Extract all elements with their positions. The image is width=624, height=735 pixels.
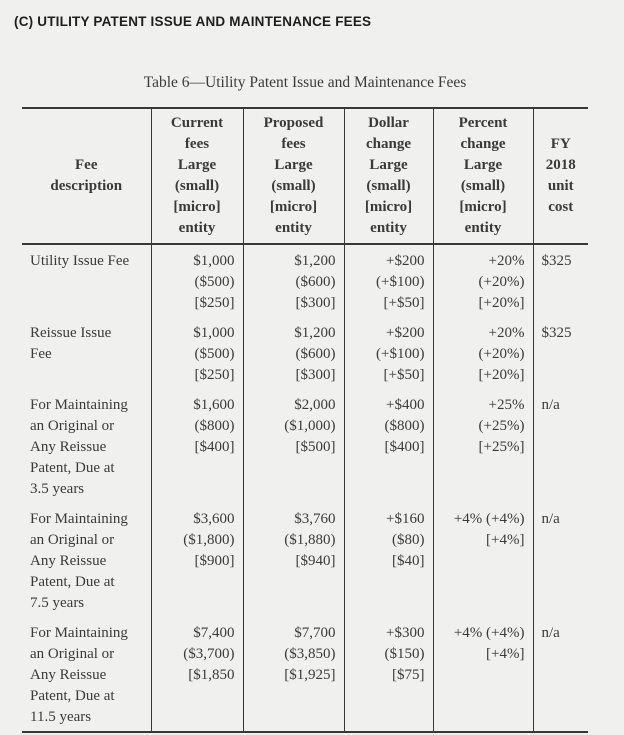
cell-line: [$75] — [392, 667, 425, 683]
cell-line: ($80) — [392, 532, 425, 548]
cell-line: entity — [275, 220, 312, 236]
cell-current-fees — [151, 617, 243, 732]
cell-line: For Maintaining — [30, 397, 128, 413]
cell-line: $3,600 — [193, 511, 235, 527]
cell-line: entity — [370, 220, 407, 236]
cell-current-fees — [151, 244, 243, 317]
cell-current-fees — [151, 503, 243, 617]
cell-line: Dollar — [368, 115, 409, 131]
cell-line: For Maintaining — [30, 511, 128, 527]
cell-percent-change — [433, 617, 533, 732]
cell-line: ($600) — [295, 346, 336, 362]
cell-percent-change — [433, 244, 533, 317]
cell-line: FY — [550, 136, 571, 152]
cell-line: [$940] — [295, 553, 336, 569]
cell-unit-cost — [533, 617, 588, 732]
cell-line: [+20%] — [478, 367, 525, 383]
cell-line: Proposed — [263, 115, 324, 131]
cell-current-fees — [151, 389, 243, 503]
cell-line: [+$50] — [383, 295, 425, 311]
cell-line: 3.5 years — [30, 481, 85, 497]
header-dollar-change — [344, 108, 433, 244]
cell-line: $1,000 — [193, 253, 235, 269]
cell-line: an Original or — [30, 646, 115, 662]
cell-line: Large — [274, 157, 313, 173]
cell-line: ($500) — [194, 274, 235, 290]
cell-line: $2,000 — [294, 397, 336, 413]
cell-proposed-fees — [243, 503, 344, 617]
cell-proposed-fees — [243, 244, 344, 317]
cell-line: n/a — [541, 625, 560, 641]
cell-line: ($150) — [384, 646, 425, 662]
cell-line: (small) — [271, 178, 316, 194]
cell-line: (+20%) — [478, 274, 525, 290]
cell-unit-cost — [533, 503, 588, 617]
cell-proposed-fees — [243, 617, 344, 732]
cell-line: Large — [177, 157, 217, 173]
cell-line: [micro] — [173, 199, 221, 215]
fees-table-body — [22, 244, 588, 732]
header-current-fees — [151, 108, 243, 244]
cell-line: $1,200 — [294, 325, 336, 341]
table-row — [22, 617, 588, 732]
cell-line: ($1,800) — [183, 532, 235, 548]
cell-unit-cost — [533, 317, 588, 389]
cell-line: (+$100) — [376, 346, 425, 362]
cell-dollar-change — [344, 503, 433, 617]
cell-percent-change — [433, 503, 533, 617]
cell-line: [$40] — [392, 553, 425, 569]
cell-line: [+4%] — [486, 646, 525, 662]
cell-line: [+25%] — [478, 439, 525, 455]
cell-fee-description — [22, 617, 151, 732]
header-proposed-fees — [243, 108, 344, 244]
cell-line: Any Reissue — [30, 439, 107, 455]
cell-line: [+20%] — [478, 295, 525, 311]
cell-line: $1,600 — [193, 397, 235, 413]
cell-fee-description — [22, 389, 151, 503]
cell-line: unit — [547, 178, 574, 194]
table-row — [22, 389, 588, 503]
table-row — [22, 317, 588, 389]
cell-line: (+25%) — [478, 418, 525, 434]
cell-line: Patent, Due at — [30, 688, 115, 704]
section-heading: (C) UTILITY PATENT ISSUE AND MAINTENANCE FEES — [14, 14, 372, 29]
cell-line: (small) — [174, 178, 220, 194]
header-unit-cost — [533, 108, 588, 244]
cell-line: Patent, Due at — [30, 460, 115, 476]
cell-line: an Original or — [30, 532, 115, 548]
cell-line: change — [460, 136, 506, 152]
cell-line: +20% — [488, 325, 525, 341]
header-row — [22, 108, 588, 244]
cell-line: n/a — [541, 397, 560, 413]
cell-line: Utility Issue Fee — [30, 253, 130, 269]
cell-line: Large — [369, 157, 408, 173]
table-caption: Table 6—Utility Patent Issue and Maintenance Fees — [143, 74, 467, 91]
cell-line: $325 — [541, 253, 572, 269]
cell-line: 2018 — [545, 157, 576, 173]
cell-current-fees — [151, 317, 243, 389]
table-row — [22, 503, 588, 617]
cell-fee-description — [22, 244, 151, 317]
cell-line: ($3,850) — [284, 646, 336, 662]
cell-line: [micro] — [269, 199, 318, 215]
cell-line: $3,760 — [294, 511, 336, 527]
cell-dollar-change — [344, 389, 433, 503]
cell-line: Any Reissue — [30, 553, 107, 569]
cell-line: an Original or — [30, 418, 115, 434]
cell-line: +$400 — [386, 397, 425, 413]
cell-line: [$250] — [194, 295, 235, 311]
cell-line: [$400] — [384, 439, 425, 455]
cell-line: +4% (+4%) — [453, 511, 525, 527]
cell-unit-cost — [533, 244, 588, 317]
cell-line: +25% — [488, 397, 525, 413]
cell-line: [$1,925] — [284, 667, 336, 683]
cell-line: 11.5 years — [30, 709, 92, 725]
cell-line: Percent — [458, 115, 508, 131]
cell-line: [$500] — [295, 439, 336, 455]
cell-dollar-change — [344, 617, 433, 732]
cell-percent-change — [433, 389, 533, 503]
cell-proposed-fees — [243, 317, 344, 389]
cell-line: [$300] — [295, 295, 336, 311]
cell-line: n/a — [541, 511, 560, 527]
cell-line: [$300] — [295, 367, 336, 383]
cell-line: $1,200 — [294, 253, 336, 269]
fees-table — [22, 107, 588, 733]
cell-line: +20% — [488, 253, 525, 269]
cell-line: fees — [184, 136, 210, 152]
cell-line: Any Reissue — [30, 667, 107, 683]
cell-line: change — [366, 136, 411, 152]
cell-fee-description — [22, 503, 151, 617]
cell-line: [$1,850 — [188, 667, 235, 683]
cell-line: ($500) — [194, 346, 235, 362]
cell-line: $7,400 — [193, 625, 235, 641]
cell-line: $7,700 — [294, 625, 336, 641]
cell-line: [+$50] — [383, 367, 425, 383]
cell-line: fees — [281, 136, 306, 152]
cell-line: entity — [464, 220, 502, 236]
cell-line: ($1,000) — [284, 418, 336, 434]
cell-line: [$400] — [194, 439, 235, 455]
cell-line: [micro] — [364, 199, 413, 215]
cell-line: (small) — [366, 178, 411, 194]
cell-line: $325 — [541, 325, 572, 341]
cell-line: [$250] — [194, 367, 235, 383]
cell-line: [$900] — [194, 553, 235, 569]
table-row — [22, 244, 588, 317]
cell-line: entity — [178, 220, 216, 236]
cell-unit-cost — [533, 389, 588, 503]
cell-line: ($800) — [384, 418, 425, 434]
cell-dollar-change — [344, 317, 433, 389]
cell-line: Reissue Issue — [30, 325, 112, 341]
cell-line: +$160 — [386, 511, 425, 527]
cell-proposed-fees — [243, 389, 344, 503]
cell-line: ($600) — [295, 274, 336, 290]
cell-line: Fee — [75, 157, 98, 173]
cell-line: [micro] — [459, 199, 507, 215]
cell-line: Large — [463, 157, 503, 173]
cell-line: For Maintaining — [30, 625, 128, 641]
cell-line: +4% (+4%) — [453, 625, 525, 641]
cell-line: ($1,880) — [284, 532, 336, 548]
fees-table-header — [22, 108, 588, 244]
cell-line: [+4%] — [486, 532, 525, 548]
cell-line: +$200 — [386, 253, 425, 269]
cell-fee-description — [22, 317, 151, 389]
header-fee-description — [22, 108, 151, 244]
cell-line: $1,000 — [193, 325, 235, 341]
cell-line: 7.5 years — [30, 595, 85, 611]
cell-line: +$200 — [386, 325, 425, 341]
cell-line: description — [50, 178, 123, 194]
cell-line: (small) — [460, 178, 506, 194]
header-percent-change — [433, 108, 533, 244]
cell-line: Current — [170, 115, 224, 131]
cell-line: (+20%) — [478, 346, 525, 362]
cell-line: ($3,700) — [183, 646, 235, 662]
cell-line: +$300 — [386, 625, 425, 641]
cell-line: Patent, Due at — [30, 574, 115, 590]
cell-line: Fee — [30, 346, 52, 362]
cell-line: (+$100) — [376, 274, 425, 290]
cell-line: cost — [548, 199, 574, 215]
cell-percent-change — [433, 317, 533, 389]
cell-dollar-change — [344, 244, 433, 317]
cell-line: ($800) — [194, 418, 235, 434]
